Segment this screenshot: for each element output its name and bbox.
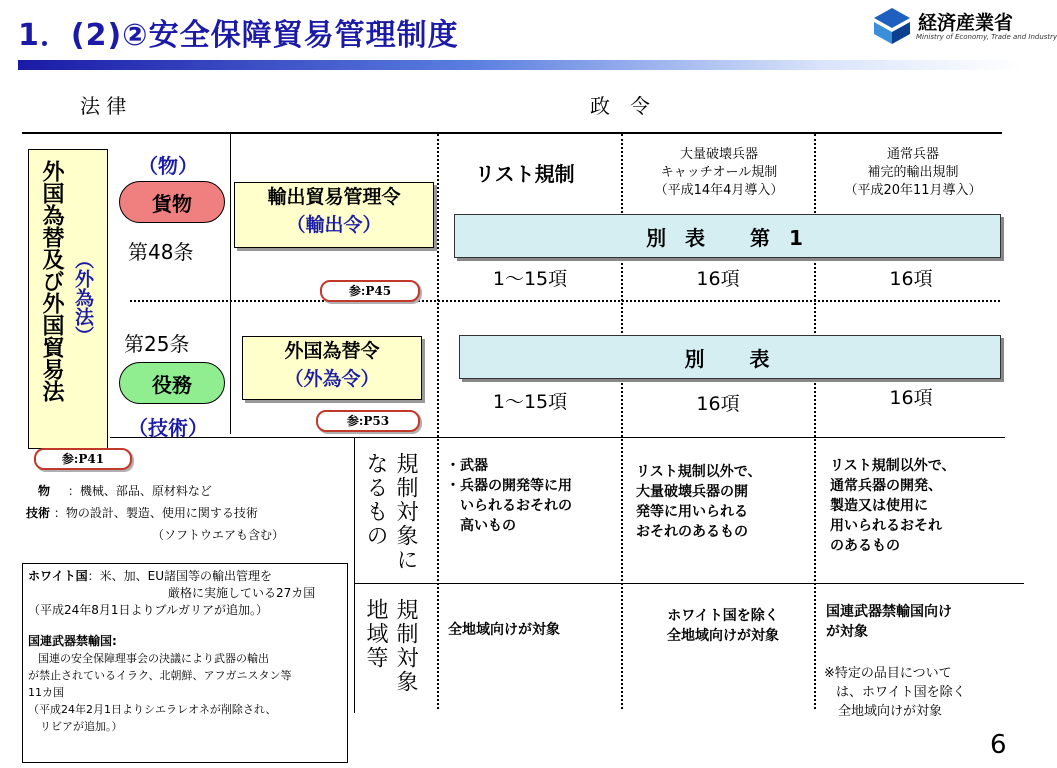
separator-law-ordinance <box>230 134 231 434</box>
page-title: 1．(2)②安全保障貿易管理制度 <box>18 18 459 53</box>
goods-pill: 貨物 <box>119 181 225 223</box>
title-underline <box>18 60 1022 70</box>
goods-label: （物） <box>138 154 198 178</box>
definition-tech-note: （ソフトウエアも含む） <box>152 528 285 542</box>
definitions-block <box>26 480 285 546</box>
region-row-label-col1: 規制対象 <box>393 598 418 694</box>
goods-list-items: 1～15項 <box>492 268 568 290</box>
law-ref-tag[interactable]: 参:P41 <box>34 448 132 470</box>
export-order-name: 輸出貿易管理令 <box>267 186 401 208</box>
definition-goods <box>32 480 284 502</box>
region-conv-note-line2: は、ホワイト国を除く <box>836 685 966 700</box>
region-wmd-line1: ホワイト国を除く <box>667 608 779 624</box>
region-conv-note <box>824 664 966 721</box>
note-un-def2: が禁止されているイラク、北朝鮮、アフガニスタン等 <box>28 669 292 682</box>
header-wmd-line1: 大量破壊兵器 <box>679 147 758 162</box>
target-conv-line4: 用いられるおそれ <box>830 518 942 534</box>
column-header-law: 法 律 <box>80 94 127 118</box>
logo-subtitle: Ministry of Economy, Trade and Industry <box>916 33 1057 41</box>
notes-content <box>28 568 346 735</box>
definition-tech-text: ：物の設計、製造、使用に関する技術 <box>53 506 258 520</box>
definition-tech-term: 技術 <box>26 506 51 520</box>
goods-ref-tag[interactable]: 参:P45 <box>320 280 420 302</box>
separator-target-region <box>354 583 1024 584</box>
note-white-line1 <box>28 568 346 585</box>
target-wmd-line4: おそれのあるもの <box>636 524 748 540</box>
fx-order-abbrev: （外為令） <box>284 368 380 390</box>
goods-article: 第48条 <box>128 240 194 264</box>
header-rule <box>22 132 1002 134</box>
target-conv-desc <box>830 456 955 556</box>
services-pill: 役務 <box>119 362 225 404</box>
target-list-line4: 高いもの <box>460 518 516 534</box>
export-order-box <box>234 182 434 248</box>
region-list-desc: 全地域向けが対象 <box>448 622 560 638</box>
target-list-line3: いられるおそれの <box>460 498 572 514</box>
goods-conv-items: 16項 <box>889 268 933 290</box>
definition-goods-text: ：機械、部品、原材料など <box>67 484 212 498</box>
target-wmd-line2: 大量破壊兵器の開 <box>636 484 748 500</box>
services-conv-items: 16項 <box>889 387 933 409</box>
law-name: 外国為替及び外国貿易法 <box>39 160 64 402</box>
header-list-control: リスト規制 <box>475 162 575 186</box>
header-wmd-catchall <box>626 146 812 200</box>
target-conv-line2: 通常兵器の開発、 <box>830 478 942 494</box>
target-conv-line5: のあるもの <box>830 538 900 554</box>
services-appendix-band: 別 表 <box>459 335 1001 379</box>
region-conv-line2: が対象 <box>826 624 868 640</box>
region-wmd-desc <box>630 606 816 646</box>
services-label: （技術） <box>128 416 208 440</box>
services-ref-tag[interactable]: 参:P53 <box>316 410 420 432</box>
region-wmd-line2: 全地域向けが対象 <box>667 628 779 644</box>
region-conv-desc <box>826 602 952 642</box>
target-conv-line1: リスト規制以外で、 <box>830 458 956 474</box>
target-list-line1: ・武器 <box>446 458 488 474</box>
separator-row-labels <box>354 438 355 713</box>
note-white-def3: （平成24年8月1日よりブルガリアが追加。） <box>28 603 269 617</box>
note-un-def4: （平成24年2月1日よりシエラレオネが削除され、 <box>28 703 277 716</box>
separator-goods-services <box>130 300 1000 302</box>
meti-logo-icon <box>872 6 912 46</box>
note-un-def1: 国連の安全保障理事会の決議により武器の輸出 <box>38 652 269 665</box>
target-wmd-desc <box>636 462 761 542</box>
header-conv-line3: （平成20年11月導入） <box>844 183 982 198</box>
header-conventional <box>818 146 1008 200</box>
separator-col-list <box>437 134 439 709</box>
target-row-label-col1: 規制対象に <box>393 452 418 572</box>
export-order-abbrev: （輸出令） <box>286 214 382 236</box>
goods-wmd-items: 16項 <box>696 268 740 290</box>
services-article: 第25条 <box>124 332 190 356</box>
services-wmd-items: 16項 <box>696 393 740 415</box>
definition-tech <box>26 502 284 524</box>
target-wmd-line1: リスト規制以外で、 <box>636 464 762 480</box>
note-un-def5: リビアが追加。） <box>40 720 123 733</box>
target-wmd-line3: 発等に用いられる <box>636 504 748 520</box>
target-conv-line3: 製造又は使用に <box>830 498 928 514</box>
header-wmd-line3: （平成14年4月導入） <box>654 183 784 198</box>
note-white-term: ホワイト国 <box>28 569 88 583</box>
region-conv-note-line1: ※特定の品目について <box>824 666 952 681</box>
fx-order-box <box>242 336 422 400</box>
target-list-line2: ・兵器の開発等に用 <box>446 478 572 494</box>
target-row-label-col2: なるもの <box>363 452 388 548</box>
fx-order-name: 外国為替令 <box>284 340 380 362</box>
logo-name: 経済産業省 <box>918 12 1014 34</box>
law-abbrev: （外為法） <box>72 250 94 345</box>
target-list-desc <box>446 456 572 536</box>
note-un-term: 国連武器禁輸国: <box>28 634 117 648</box>
region-row-label-col2: 地域等 <box>363 598 388 670</box>
note-white-def1: ：米、加、EU諸国等の輸出管理を <box>87 569 273 583</box>
region-conv-line1: 国連武器禁輸国向け <box>826 604 952 620</box>
services-list-items: 1～15項 <box>492 391 568 413</box>
region-conv-note-line3: 全地域向けが対象 <box>838 704 943 719</box>
column-header-ordinance: 政 令 <box>590 94 650 118</box>
header-conv-line2: 補完的輸出規制 <box>867 165 959 180</box>
note-un-def3: 11カ国 <box>28 686 64 699</box>
definition-goods-term: 物 <box>38 484 51 498</box>
header-wmd-line2: キャッチオール規制 <box>660 165 778 180</box>
page-number: 6 <box>990 730 1007 760</box>
header-conv-line1: 通常兵器 <box>886 147 939 162</box>
goods-appendix-band: 別 表 第 1 <box>454 214 1001 258</box>
separator-table-rows <box>110 437 1005 438</box>
note-white-def2: 厳格に実施している27カ国 <box>168 586 316 600</box>
